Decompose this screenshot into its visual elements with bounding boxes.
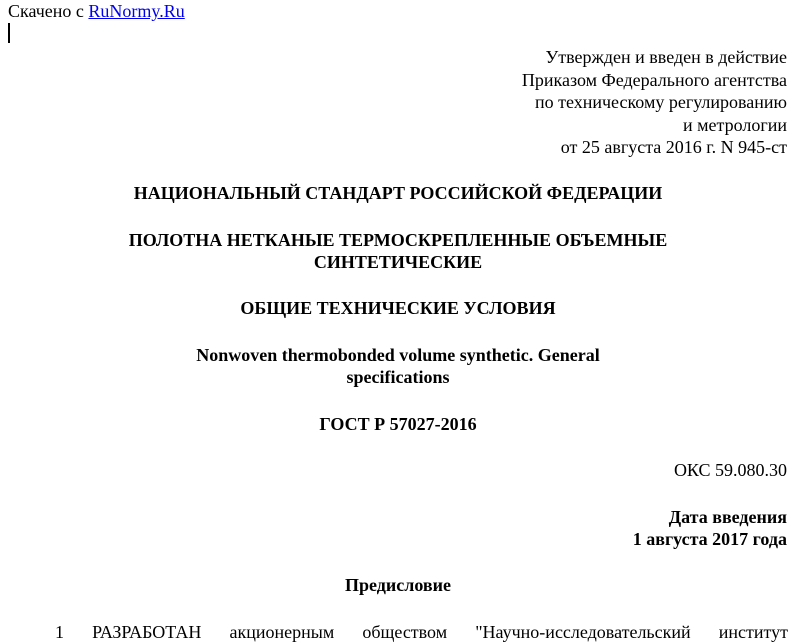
approval-block [367,46,787,159]
english-title [0,344,790,388]
approval-line: от 25 августа 2016 г. N 945-ст [560,137,787,157]
title-line-1: ПОЛОТНА НЕТКАНЫЕ ТЕРМОСКРЕПЛЕННЫЕ ОБЪЕМНЫЕ [128,230,668,250]
gost-number: ГОСТ Р 57027-2016 [319,414,477,434]
source-link[interactable]: RuNormy.Ru [88,1,185,21]
approval-line: и метрологии [683,114,787,135]
title-line-2: СИНТЕТИЧЕСКИЕ [313,252,483,272]
approval-line: Приказом Федерального агентства [521,69,787,90]
text-cursor [8,23,10,43]
preface-paragraph: 1 РАЗРАБОТАН акционерным обществом "Научно-исследовательский институт [55,622,788,642]
title-heading [0,229,790,273]
oks-code: ОКС 59.080.30 [673,460,787,480]
english-line-1: Nonwoven thermobonded volume synthetic. General [196,345,600,365]
intro-date: 1 августа 2017 года [632,529,787,549]
standard-type-heading: НАЦИОНАЛЬНЫЙ СТАНДАРТ РОССИЙСКОЙ ФЕДЕРАЦИИ [133,183,663,203]
subtitle-heading: ОБЩИЕ ТЕХНИЧЕСКИЕ УСЛОВИЯ [240,298,556,318]
approval-line: по техническому регулированию [534,92,787,112]
english-line-2: specifications [346,367,450,387]
source-prefix: Скачено с [8,1,84,21]
approval-line: Утвержден и введен в действие [545,47,787,67]
intro-date-block [633,506,787,550]
source-line [8,1,185,22]
intro-label: Дата введения [668,507,787,527]
preface-heading: Предисловие [345,575,451,595]
